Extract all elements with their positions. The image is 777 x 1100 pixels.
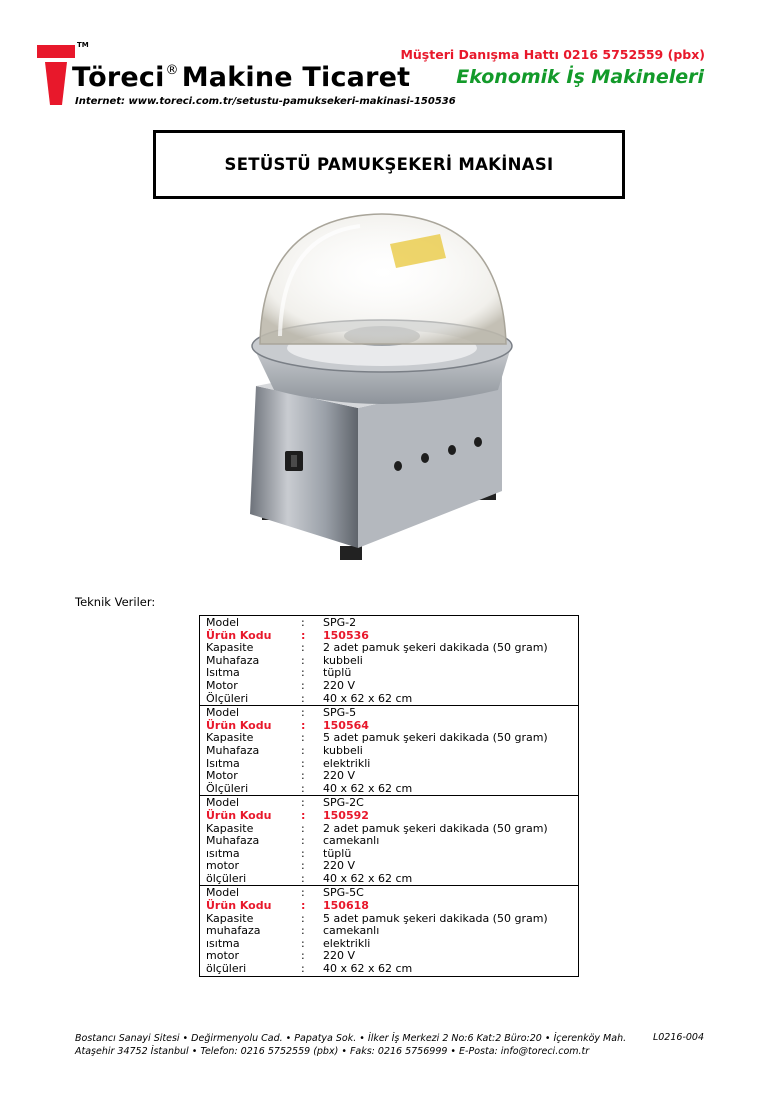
spec-row-model: Model : SPG-2 xyxy=(206,616,357,629)
trademark-mark: TM xyxy=(77,41,89,49)
spec-row-dimensions: Ölçüleri : 40 x 62 x 62 cm xyxy=(206,691,413,705)
spec-row-housing: Muhafaza : kubbeli xyxy=(206,653,363,667)
page-title: SETÜSTÜ PAMUKŞEKERİ MAKİNASI xyxy=(224,155,554,174)
spec-row-housing: Muhafaza : camekanlı xyxy=(206,834,380,848)
spec-row-dimensions: ölçüleri : 40 x 62 x 62 cm xyxy=(206,871,413,885)
website-address[interactable]: Internet: www.toreci.com.tr/setustu-pamuksekeri-makinasi-150536 xyxy=(75,96,456,107)
footer-address-line-1: Bostancı Sanayi Sitesi • Değirmenyolu Cad. • Papatya Sok. • İlker İş Merkezi 2 No:6 Kat:2 Büro:20 • İçerenköy Mah. xyxy=(75,1033,627,1044)
spec-row-product-code: Ürün Kodu : 150564 xyxy=(206,718,369,732)
page-title-box xyxy=(153,130,625,199)
spec-row-product-code: Ürün Kodu : 150536 xyxy=(206,628,369,642)
spec-row-motor: motor : 220 V xyxy=(206,949,356,963)
technical-data-label: Teknik Veriler: xyxy=(75,595,156,609)
spec-row-housing: Muhafaza : kubbeli xyxy=(206,743,363,757)
spec-row-heating: Isıtma : tüplü xyxy=(206,666,352,680)
footer-address-line-2: Ataşehir 34752 İstanbul • Telefon: 0216 5752559 (pbx) • Faks: 0216 5756999 • E-Posta: info@toreci.com.tr xyxy=(75,1046,590,1057)
spec-block-spg-5c xyxy=(200,885,578,975)
document-code: L0216-004 xyxy=(652,1032,704,1043)
spec-block-spg-2 xyxy=(200,616,578,705)
company-slogan: Ekonomik İş Makineleri xyxy=(456,66,704,88)
cotton-candy-machine-image xyxy=(240,196,530,566)
spec-row-dimensions: ölçüleri : 40 x 62 x 62 cm xyxy=(206,962,413,976)
spec-row-motor: Motor : 220 V xyxy=(206,678,356,692)
spec-row-capacity: Kapasite : 2 adet pamuk şekeri dakikada (50 gram) xyxy=(206,821,548,835)
spec-row-capacity: Kapasite : 5 adet pamuk şekeri dakikada (50 gram) xyxy=(206,911,548,925)
spec-row-heating: ısıtma : elektrikli xyxy=(206,936,371,950)
spec-row-product-code: Ürün Kodu : 150592 xyxy=(206,808,369,822)
customer-hotline: Müşteri Danışma Hattı 0216 5752559 (pbx) xyxy=(400,47,705,62)
spec-row-housing: muhafaza : camekanlı xyxy=(206,924,380,938)
spec-row-dimensions: Ölçüleri : 40 x 62 x 62 cm xyxy=(206,781,413,795)
spec-row-motor: Motor : 220 V xyxy=(206,769,356,783)
spec-block-spg-5 xyxy=(200,705,578,795)
footer-address xyxy=(75,1032,626,1058)
spec-row-capacity: Kapasite : 5 adet pamuk şekeri dakikada (50 gram) xyxy=(206,731,548,745)
spec-row-heating: Isıtma : elektrikli xyxy=(206,756,371,770)
brand-name: Töreci® Makine Ticaret xyxy=(72,62,411,93)
spec-row-capacity: Kapasite : 2 adet pamuk şekeri dakikada (50 gram) xyxy=(206,641,548,655)
spec-row-model: Model : SPG-2C xyxy=(206,796,364,810)
spec-row-model: Model : SPG-5 xyxy=(206,706,357,720)
spec-row-model: Model : SPG-5C xyxy=(206,886,364,900)
spec-block-spg-2c xyxy=(200,795,578,885)
spec-table xyxy=(199,615,579,977)
spec-row-motor: motor : 220 V xyxy=(206,859,356,873)
spec-row-heating: ısıtma : tüplü xyxy=(206,846,352,860)
spec-row-product-code: Ürün Kodu : 150618 xyxy=(206,899,369,913)
